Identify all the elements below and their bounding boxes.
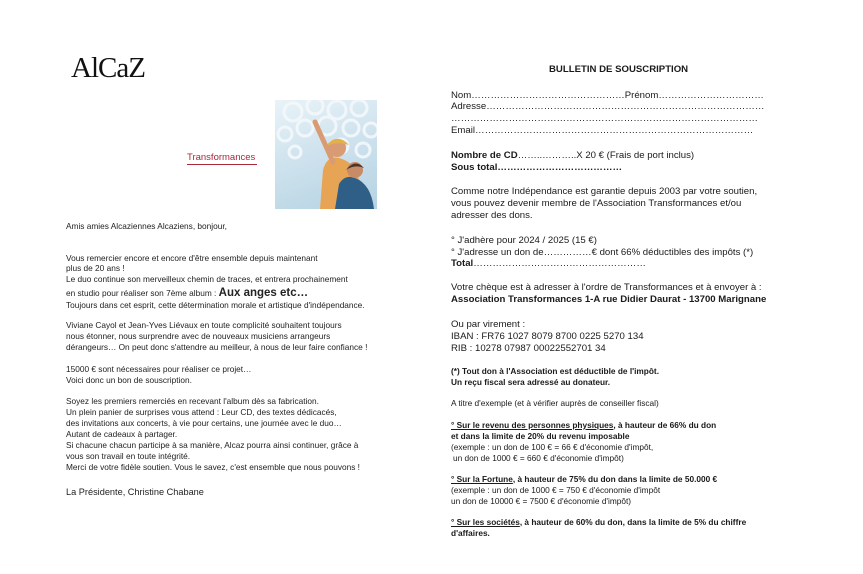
iban: IBAN : FR76 1027 8079 8700 0225 5270 134 — [451, 331, 644, 342]
transformances-brand: Transformances — [187, 152, 256, 163]
adresse-field[interactable]: Adresse…………………………………………………………………………… — [451, 101, 765, 112]
letter-line: Vous remercier encore et encore d'être ensemble depuis maintenant — [66, 253, 318, 263]
association-address: Association Transformances 1-A rue Didier Daurat - 13700 Marignane — [451, 294, 767, 305]
letter-line: nous étonner, nous surprendre avec de nouveaux musiciens arrangeurs — [66, 331, 331, 341]
letter-line: Si chacune chacun participe à sa manière, Alcaz pourra ainsi continuer, grâce à — [66, 440, 359, 450]
fortune-line — [451, 475, 717, 485]
cd-quantity-field[interactable] — [451, 150, 694, 161]
revenu-example: (exemple : un don de 100 € = 66 € d'économie d'impôt, — [451, 442, 654, 452]
album-line — [66, 289, 308, 299]
societes-line-2: d'affaires. — [451, 528, 490, 538]
revenu-line — [451, 421, 716, 431]
album-intro: en studio pour réaliser son 7ème album : — [66, 288, 219, 298]
nom-field[interactable]: Nom…………………………………………Prénom…………………………… — [451, 90, 764, 101]
alcaz-logo: AlCaZ — [71, 52, 145, 84]
revenu-example: un don de 1000 € = 660 € d'économie d'impôt) — [453, 453, 624, 463]
letter-line: Soyez les premiers remerciés en recevant l'album dès sa fabrication. — [66, 396, 319, 406]
revenu-link: ° Sur le revenu des personnes physiques — [451, 420, 614, 430]
deduction-note: (*) Tout don à l'Association est déductible de l'impôt. — [451, 366, 659, 376]
societes-line — [451, 518, 746, 528]
total-field[interactable] — [451, 258, 646, 269]
brand-underline — [187, 164, 257, 165]
cheque-line: Votre chèque est à adresser à l'ordre de Transformances et à envoyer à : — [451, 282, 762, 293]
don-option[interactable]: ° J'adresse un don de……………€ dont 66% déductibles des impôts (*) — [451, 247, 754, 258]
letter-line: Voici donc un bon de souscription. — [66, 375, 192, 385]
letter-line: plus de 20 ans ! — [66, 263, 125, 273]
adhesion-option[interactable]: ° J'adhère pour 2024 / 2025 (15 €) — [451, 235, 597, 246]
letter-line: 15000 € sont nécessaires pour réaliser ce projet… — [66, 364, 252, 374]
adresse-field-2[interactable]: …………………………………………………………………………………… — [451, 113, 758, 124]
fortune-example: un don de 10000 € = 7500 € d'économie d'impôt) — [451, 496, 632, 506]
virement-label: Ou par virement : — [451, 319, 526, 330]
letter-line: des invitations aux concerts, à vie pour certains, une journée avec le duo… — [66, 418, 342, 428]
letter-line: Merci de votre fidèle soutien. Vous le savez, c'est ensemble que nous pouvons ! — [66, 462, 360, 472]
revenu-limit: et dans la limite de 20% du revenu imposable — [451, 431, 630, 441]
sous-total: Sous total………………………………… — [451, 162, 623, 173]
cd-price: ……..………..X 20 € (Frais de port inclus) — [517, 150, 695, 161]
indep-line: Comme notre Indépendance est garantie depuis 2003 par votre soutien, — [451, 186, 758, 197]
letter-line: Un plein panier de surprises vous attend : Leur CD, des textes dédicacés, — [66, 407, 337, 417]
cd-label: Nombre de CD — [451, 150, 518, 161]
album-title: Aux anges etc… — [218, 287, 309, 299]
letter-line: Le duo continue son merveilleux chemin de traces, et entrera prochainement — [66, 274, 348, 284]
fortune-link: ° Sur la Fortune — [451, 474, 513, 484]
societes-link: ° Sur les sociétés — [451, 517, 520, 527]
duo-photo — [275, 100, 377, 209]
letter-line: Toujours dans cet esprit, cette détermination morale et artistique d'indépendance. — [66, 300, 365, 310]
form-title: BULLETIN DE SOUSCRIPTION — [549, 64, 689, 75]
fortune-example: (exemple : un don de 1000 € = 750 € d'économie d'impôt — [451, 485, 661, 495]
indep-line: vous pouvez devenir membre de l'Association Transformances et/ou — [451, 198, 742, 209]
indep-line: adresser des dons. — [451, 210, 533, 221]
total-dots: ……………………………………………… — [473, 258, 646, 269]
revenu-rate: , à hauteur de 66% du don — [613, 420, 717, 430]
letter-line: vous son travail en toute intégrité. — [66, 451, 191, 461]
letter-line: Viviane Cayol et Jean-Yves Liévaux en toute complicité souhaitent toujours — [66, 320, 342, 330]
exemple-note: A titre d'exemple (et à vérifier auprès de conseiller fiscal) — [451, 398, 659, 408]
email-field[interactable]: Email…………………………………………………………………………… — [451, 125, 754, 136]
societes-rate: , à hauteur de 60% du don, dans la limite de 5% du chiffre — [519, 517, 747, 527]
total-label: Total — [451, 258, 474, 269]
rib: RIB : 10278 07987 00022552701 34 — [451, 343, 606, 354]
signature: La Présidente, Christine Chabane — [66, 487, 204, 497]
greeting: Amis amies Alcaziennes Alcaziens, bonjour, — [66, 221, 227, 231]
deduction-note: Un reçu fiscal sera adressé au donateur. — [451, 377, 611, 387]
fortune-rate: , à hauteur de 75% du don dans la limite de 50.000 € — [512, 474, 718, 484]
letter-line: Autant de cadeaux à partager. — [66, 429, 178, 439]
letter-line: dérangeurs… On peut donc s'attendre au meilleur, à nous de leur faire confiance ! — [66, 342, 368, 352]
